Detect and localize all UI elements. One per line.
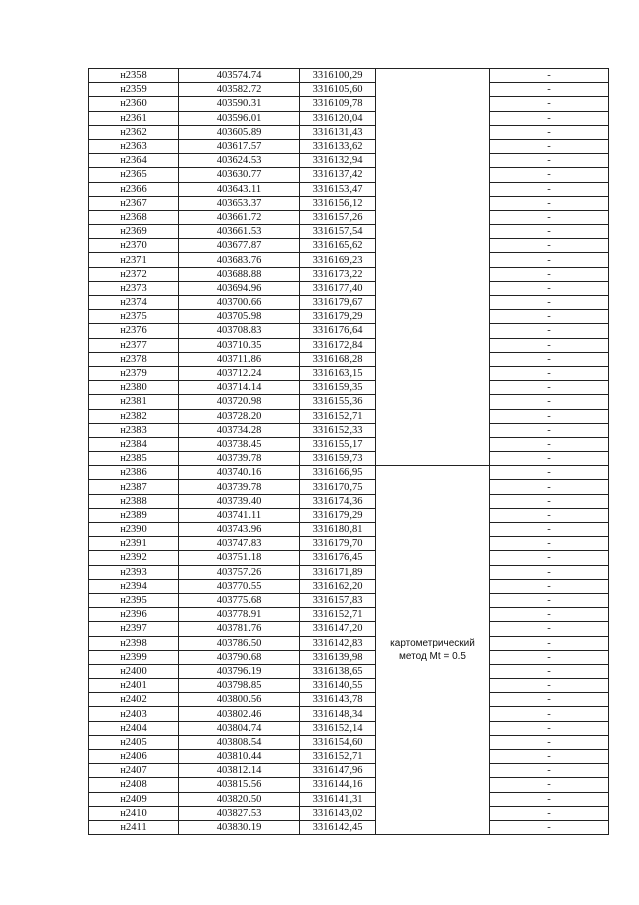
x-coordinate-cell: 403710.35 xyxy=(179,338,300,352)
point-name-cell: н2398 xyxy=(89,636,179,650)
table-row xyxy=(89,452,609,466)
method-label-line2: метод Mt = 0.5 xyxy=(399,651,466,663)
table-row xyxy=(89,352,609,366)
point-name-cell: н2379 xyxy=(89,366,179,380)
y-coordinate-cell: 3316100,29 xyxy=(300,69,376,83)
table-row xyxy=(89,806,609,820)
dash-cell: - xyxy=(490,593,609,607)
dash-cell: - xyxy=(490,551,609,565)
y-coordinate-cell: 3316168,28 xyxy=(300,352,376,366)
x-coordinate-cell: 403786.50 xyxy=(179,636,300,650)
x-coordinate-cell: 403653.37 xyxy=(179,196,300,210)
table-row xyxy=(89,579,609,593)
point-name-cell: н2411 xyxy=(89,820,179,834)
point-name-cell: н2359 xyxy=(89,83,179,97)
table-row xyxy=(89,664,609,678)
table-row xyxy=(89,111,609,125)
point-name-cell: н2394 xyxy=(89,579,179,593)
x-coordinate-cell: 403683.76 xyxy=(179,253,300,267)
x-coordinate-cell: 403574.74 xyxy=(179,69,300,83)
table-row xyxy=(89,69,609,83)
point-name-cell: н2367 xyxy=(89,196,179,210)
dash-cell: - xyxy=(490,707,609,721)
y-coordinate-cell: 3316176,64 xyxy=(300,324,376,338)
table-row xyxy=(89,508,609,522)
point-name-cell: н2361 xyxy=(89,111,179,125)
x-coordinate-cell: 403624.53 xyxy=(179,154,300,168)
dash-cell: - xyxy=(490,267,609,281)
coordinates-table-body xyxy=(89,69,609,835)
table-row xyxy=(89,480,609,494)
table-row xyxy=(89,735,609,749)
dash-cell: - xyxy=(490,437,609,451)
table-row xyxy=(89,721,609,735)
x-coordinate-cell: 403705.98 xyxy=(179,310,300,324)
table-row xyxy=(89,324,609,338)
dash-cell: - xyxy=(490,693,609,707)
y-coordinate-cell: 3316144,16 xyxy=(300,778,376,792)
y-coordinate-cell: 3316169,23 xyxy=(300,253,376,267)
y-coordinate-cell: 3316166,95 xyxy=(300,466,376,480)
point-name-cell: н2373 xyxy=(89,281,179,295)
dash-cell: - xyxy=(490,381,609,395)
table-row xyxy=(89,296,609,310)
point-name-cell: н2363 xyxy=(89,139,179,153)
dash-cell: - xyxy=(490,764,609,778)
point-name-cell: н2402 xyxy=(89,693,179,707)
table-row xyxy=(89,210,609,224)
x-coordinate-cell: 403711.86 xyxy=(179,352,300,366)
point-name-cell: н2403 xyxy=(89,707,179,721)
y-coordinate-cell: 3316148,34 xyxy=(300,707,376,721)
y-coordinate-cell: 3316132,94 xyxy=(300,154,376,168)
point-name-cell: н2364 xyxy=(89,154,179,168)
x-coordinate-cell: 403643.11 xyxy=(179,182,300,196)
x-coordinate-cell: 403757.26 xyxy=(179,565,300,579)
point-name-cell: н2390 xyxy=(89,523,179,537)
y-coordinate-cell: 3316152,33 xyxy=(300,423,376,437)
x-coordinate-cell: 403661.53 xyxy=(179,225,300,239)
x-coordinate-cell: 403743.96 xyxy=(179,523,300,537)
x-coordinate-cell: 403808.54 xyxy=(179,735,300,749)
y-coordinate-cell: 3316155,17 xyxy=(300,437,376,451)
point-name-cell: н2408 xyxy=(89,778,179,792)
point-name-cell: н2380 xyxy=(89,381,179,395)
dash-cell: - xyxy=(490,210,609,224)
point-name-cell: н2399 xyxy=(89,650,179,664)
empty-method-cell xyxy=(376,69,490,466)
y-coordinate-cell: 3316157,83 xyxy=(300,593,376,607)
table-row xyxy=(89,820,609,834)
x-coordinate-cell: 403747.83 xyxy=(179,537,300,551)
dash-cell: - xyxy=(490,778,609,792)
dash-cell: - xyxy=(490,281,609,295)
dash-cell: - xyxy=(490,466,609,480)
y-coordinate-cell: 3316147,96 xyxy=(300,764,376,778)
table-row xyxy=(89,366,609,380)
y-coordinate-cell: 3316179,29 xyxy=(300,310,376,324)
table-row xyxy=(89,139,609,153)
y-coordinate-cell: 3316147,20 xyxy=(300,622,376,636)
y-coordinate-cell: 3316142,45 xyxy=(300,820,376,834)
y-coordinate-cell: 3316163,15 xyxy=(300,366,376,380)
x-coordinate-cell: 403590.31 xyxy=(179,97,300,111)
method-cell xyxy=(376,466,490,835)
dash-cell: - xyxy=(490,182,609,196)
table-row xyxy=(89,679,609,693)
point-name-cell: н2377 xyxy=(89,338,179,352)
y-coordinate-cell: 3316143,02 xyxy=(300,806,376,820)
table-row xyxy=(89,523,609,537)
point-name-cell: н2370 xyxy=(89,239,179,253)
dash-cell: - xyxy=(490,239,609,253)
x-coordinate-cell: 403740.16 xyxy=(179,466,300,480)
point-name-cell: н2382 xyxy=(89,409,179,423)
dash-cell: - xyxy=(490,352,609,366)
x-coordinate-cell: 403790.68 xyxy=(179,650,300,664)
x-coordinate-cell: 403812.14 xyxy=(179,764,300,778)
dash-cell: - xyxy=(490,125,609,139)
y-coordinate-cell: 3316173,22 xyxy=(300,267,376,281)
table-row xyxy=(89,154,609,168)
dash-cell: - xyxy=(490,679,609,693)
point-name-cell: н2409 xyxy=(89,792,179,806)
y-coordinate-cell: 3316140,55 xyxy=(300,679,376,693)
x-coordinate-cell: 403630.77 xyxy=(179,168,300,182)
y-coordinate-cell: 3316152,71 xyxy=(300,608,376,622)
y-coordinate-cell: 3316172,84 xyxy=(300,338,376,352)
dash-cell: - xyxy=(490,579,609,593)
dash-cell: - xyxy=(490,253,609,267)
x-coordinate-cell: 403798.85 xyxy=(179,679,300,693)
y-coordinate-cell: 3316152,14 xyxy=(300,721,376,735)
point-name-cell: н2407 xyxy=(89,764,179,778)
table-row xyxy=(89,750,609,764)
point-name-cell: н2385 xyxy=(89,452,179,466)
point-name-cell: н2410 xyxy=(89,806,179,820)
table-row xyxy=(89,466,609,480)
dash-cell: - xyxy=(490,664,609,678)
dash-cell: - xyxy=(490,139,609,153)
x-coordinate-cell: 403739.40 xyxy=(179,494,300,508)
table-row xyxy=(89,409,609,423)
method-label-line1: картометрический xyxy=(390,638,475,650)
x-coordinate-cell: 403738.45 xyxy=(179,437,300,451)
y-coordinate-cell: 3316179,29 xyxy=(300,508,376,522)
table-row xyxy=(89,764,609,778)
x-coordinate-cell: 403830.19 xyxy=(179,820,300,834)
coordinates-table xyxy=(88,68,609,835)
y-coordinate-cell: 3316162,20 xyxy=(300,579,376,593)
dash-cell: - xyxy=(490,750,609,764)
y-coordinate-cell: 3316152,71 xyxy=(300,409,376,423)
table-row xyxy=(89,423,609,437)
x-coordinate-cell: 403677.87 xyxy=(179,239,300,253)
table-row xyxy=(89,608,609,622)
x-coordinate-cell: 403802.46 xyxy=(179,707,300,721)
point-name-cell: н2392 xyxy=(89,551,179,565)
dash-cell: - xyxy=(490,806,609,820)
y-coordinate-cell: 3316139,98 xyxy=(300,650,376,664)
x-coordinate-cell: 403739.78 xyxy=(179,452,300,466)
point-name-cell: н2360 xyxy=(89,97,179,111)
y-coordinate-cell: 3316177,40 xyxy=(300,281,376,295)
dash-cell: - xyxy=(490,622,609,636)
y-coordinate-cell: 3316155,36 xyxy=(300,395,376,409)
point-name-cell: н2393 xyxy=(89,565,179,579)
x-coordinate-cell: 403815.56 xyxy=(179,778,300,792)
table-row xyxy=(89,83,609,97)
point-name-cell: н2381 xyxy=(89,395,179,409)
point-name-cell: н2397 xyxy=(89,622,179,636)
dash-cell: - xyxy=(490,537,609,551)
x-coordinate-cell: 403804.74 xyxy=(179,721,300,735)
point-name-cell: н2366 xyxy=(89,182,179,196)
point-name-cell: н2389 xyxy=(89,508,179,522)
y-coordinate-cell: 3316157,26 xyxy=(300,210,376,224)
table-row xyxy=(89,593,609,607)
y-coordinate-cell: 3316152,71 xyxy=(300,750,376,764)
x-coordinate-cell: 403739.78 xyxy=(179,480,300,494)
dash-cell: - xyxy=(490,565,609,579)
y-coordinate-cell: 3316142,83 xyxy=(300,636,376,650)
dash-cell: - xyxy=(490,409,609,423)
point-name-cell: н2387 xyxy=(89,480,179,494)
point-name-cell: н2368 xyxy=(89,210,179,224)
dash-cell: - xyxy=(490,97,609,111)
dash-cell: - xyxy=(490,296,609,310)
x-coordinate-cell: 403796.19 xyxy=(179,664,300,678)
table-row xyxy=(89,792,609,806)
point-name-cell: н2374 xyxy=(89,296,179,310)
y-coordinate-cell: 3316105,60 xyxy=(300,83,376,97)
point-name-cell: н2405 xyxy=(89,735,179,749)
y-coordinate-cell: 3316137,42 xyxy=(300,168,376,182)
y-coordinate-cell: 3316176,45 xyxy=(300,551,376,565)
x-coordinate-cell: 403720.98 xyxy=(179,395,300,409)
x-coordinate-cell: 403728.20 xyxy=(179,409,300,423)
dash-cell: - xyxy=(490,196,609,210)
table-row xyxy=(89,225,609,239)
dash-cell: - xyxy=(490,735,609,749)
table-row xyxy=(89,551,609,565)
x-coordinate-cell: 403582.72 xyxy=(179,83,300,97)
table-row xyxy=(89,636,609,650)
x-coordinate-cell: 403708.83 xyxy=(179,324,300,338)
dash-cell: - xyxy=(490,820,609,834)
y-coordinate-cell: 3316153,47 xyxy=(300,182,376,196)
y-coordinate-cell: 3316156,12 xyxy=(300,196,376,210)
table-row xyxy=(89,437,609,451)
point-name-cell: н2384 xyxy=(89,437,179,451)
x-coordinate-cell: 403688.88 xyxy=(179,267,300,281)
x-coordinate-cell: 403596.01 xyxy=(179,111,300,125)
x-coordinate-cell: 403661.72 xyxy=(179,210,300,224)
y-coordinate-cell: 3316159,35 xyxy=(300,381,376,395)
dash-cell: - xyxy=(490,636,609,650)
table-row xyxy=(89,693,609,707)
y-coordinate-cell: 3316154,60 xyxy=(300,735,376,749)
x-coordinate-cell: 403810.44 xyxy=(179,750,300,764)
point-name-cell: н2388 xyxy=(89,494,179,508)
point-name-cell: н2406 xyxy=(89,750,179,764)
point-name-cell: н2386 xyxy=(89,466,179,480)
dash-cell: - xyxy=(490,523,609,537)
point-name-cell: н2378 xyxy=(89,352,179,366)
x-coordinate-cell: 403800.56 xyxy=(179,693,300,707)
x-coordinate-cell: 403781.76 xyxy=(179,622,300,636)
y-coordinate-cell: 3316165,62 xyxy=(300,239,376,253)
x-coordinate-cell: 403770.55 xyxy=(179,579,300,593)
x-coordinate-cell: 403827.53 xyxy=(179,806,300,820)
table-row xyxy=(89,97,609,111)
y-coordinate-cell: 3316157,54 xyxy=(300,225,376,239)
dash-cell: - xyxy=(490,480,609,494)
x-coordinate-cell: 403778.91 xyxy=(179,608,300,622)
point-name-cell: н2395 xyxy=(89,593,179,607)
dash-cell: - xyxy=(490,154,609,168)
point-name-cell: н2365 xyxy=(89,168,179,182)
point-name-cell: н2404 xyxy=(89,721,179,735)
dash-cell: - xyxy=(490,650,609,664)
x-coordinate-cell: 403820.50 xyxy=(179,792,300,806)
dash-cell: - xyxy=(490,324,609,338)
dash-cell: - xyxy=(490,310,609,324)
y-coordinate-cell: 3316131,43 xyxy=(300,125,376,139)
point-name-cell: н2376 xyxy=(89,324,179,338)
x-coordinate-cell: 403741.11 xyxy=(179,508,300,522)
dash-cell: - xyxy=(490,792,609,806)
dash-cell: - xyxy=(490,608,609,622)
x-coordinate-cell: 403751.18 xyxy=(179,551,300,565)
y-coordinate-cell: 3316159,73 xyxy=(300,452,376,466)
dash-cell: - xyxy=(490,366,609,380)
y-coordinate-cell: 3316174,36 xyxy=(300,494,376,508)
dash-cell: - xyxy=(490,508,609,522)
dash-cell: - xyxy=(490,452,609,466)
dash-cell: - xyxy=(490,225,609,239)
y-coordinate-cell: 3316143,78 xyxy=(300,693,376,707)
y-coordinate-cell: 3316138,65 xyxy=(300,664,376,678)
point-name-cell: н2362 xyxy=(89,125,179,139)
table-row xyxy=(89,494,609,508)
table-row xyxy=(89,778,609,792)
table-row xyxy=(89,381,609,395)
table-row xyxy=(89,281,609,295)
table-row xyxy=(89,267,609,281)
x-coordinate-cell: 403700.66 xyxy=(179,296,300,310)
dash-cell: - xyxy=(490,168,609,182)
table-row xyxy=(89,537,609,551)
y-coordinate-cell: 3316180,81 xyxy=(300,523,376,537)
y-coordinate-cell: 3316109,78 xyxy=(300,97,376,111)
table-row xyxy=(89,182,609,196)
y-coordinate-cell: 3316171,89 xyxy=(300,565,376,579)
point-name-cell: н2369 xyxy=(89,225,179,239)
table-row xyxy=(89,395,609,409)
table-row xyxy=(89,196,609,210)
table-row xyxy=(89,239,609,253)
x-coordinate-cell: 403617.57 xyxy=(179,139,300,153)
dash-cell: - xyxy=(490,338,609,352)
point-name-cell: н2396 xyxy=(89,608,179,622)
y-coordinate-cell: 3316133,62 xyxy=(300,139,376,153)
point-name-cell: н2375 xyxy=(89,310,179,324)
point-name-cell: н2391 xyxy=(89,537,179,551)
y-coordinate-cell: 3316141,31 xyxy=(300,792,376,806)
dash-cell: - xyxy=(490,494,609,508)
x-coordinate-cell: 403714.14 xyxy=(179,381,300,395)
table-row xyxy=(89,565,609,579)
y-coordinate-cell: 3316179,70 xyxy=(300,537,376,551)
point-name-cell: н2371 xyxy=(89,253,179,267)
x-coordinate-cell: 403775.68 xyxy=(179,593,300,607)
dash-cell: - xyxy=(490,69,609,83)
table-row xyxy=(89,338,609,352)
point-name-cell: н2358 xyxy=(89,69,179,83)
dash-cell: - xyxy=(490,395,609,409)
table-row xyxy=(89,650,609,664)
y-coordinate-cell: 3316170,75 xyxy=(300,480,376,494)
point-name-cell: н2401 xyxy=(89,679,179,693)
table-row xyxy=(89,622,609,636)
x-coordinate-cell: 403605.89 xyxy=(179,125,300,139)
dash-cell: - xyxy=(490,83,609,97)
point-name-cell: н2400 xyxy=(89,664,179,678)
table-row xyxy=(89,253,609,267)
x-coordinate-cell: 403694.96 xyxy=(179,281,300,295)
table-row xyxy=(89,310,609,324)
y-coordinate-cell: 3316179,67 xyxy=(300,296,376,310)
point-name-cell: н2372 xyxy=(89,267,179,281)
point-name-cell: н2383 xyxy=(89,423,179,437)
table-row xyxy=(89,707,609,721)
dash-cell: - xyxy=(490,721,609,735)
x-coordinate-cell: 403734.28 xyxy=(179,423,300,437)
dash-cell: - xyxy=(490,111,609,125)
table-row xyxy=(89,168,609,182)
x-coordinate-cell: 403712.24 xyxy=(179,366,300,380)
y-coordinate-cell: 3316120,04 xyxy=(300,111,376,125)
dash-cell: - xyxy=(490,423,609,437)
table-row xyxy=(89,125,609,139)
